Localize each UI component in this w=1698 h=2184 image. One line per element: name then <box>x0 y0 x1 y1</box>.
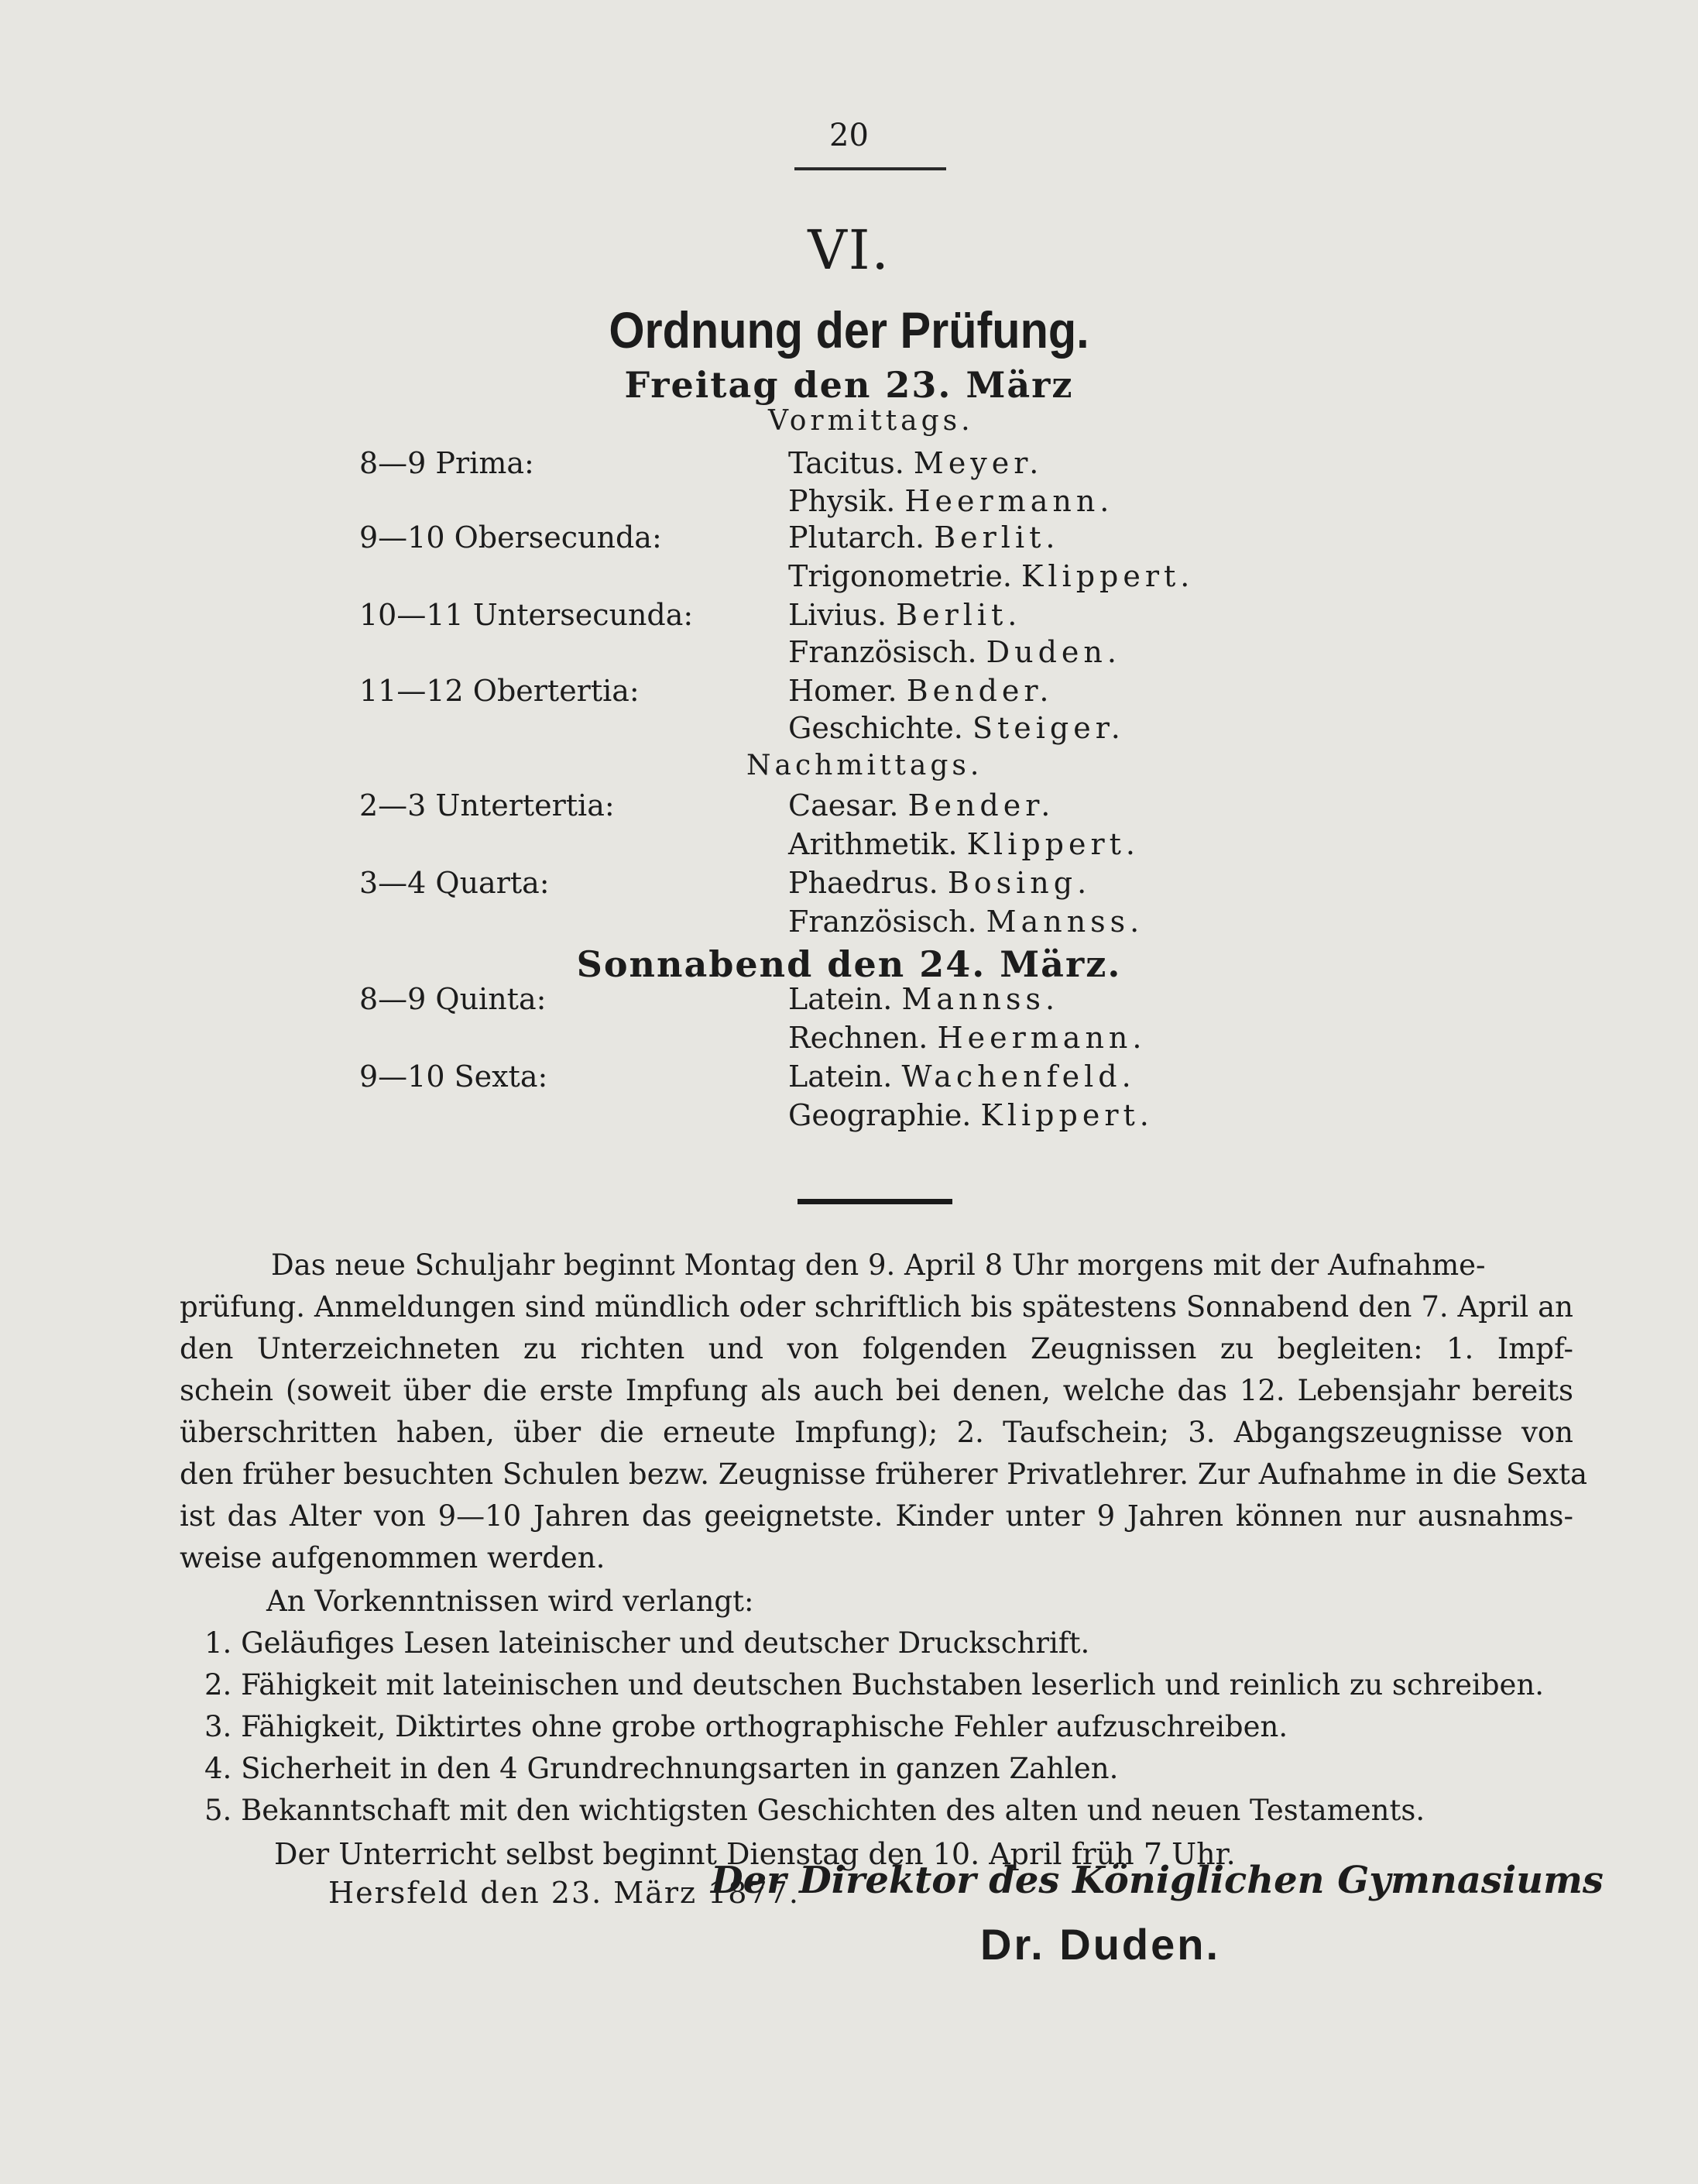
requirements-intro: An Vorkenntnissen wird verlangt: <box>266 1585 754 1618</box>
afternoon-label: Nachmittags. <box>746 750 983 781</box>
signature-title: Der Direktor des Königlichen Gymnasiums <box>711 1859 1604 1902</box>
section-divider <box>798 1199 952 1204</box>
list-item: 5. Bekanntschaft mit den wichtigsten Geschichten des alten und neuen Testaments. <box>204 1794 1425 1827</box>
schedule-entry: Geschichte. Steiger. <box>788 711 1125 745</box>
schedule-entry: Physik. Heermann. <box>788 484 1114 518</box>
schedule-entry: Rechnen. Heermann. <box>788 1021 1147 1055</box>
schedule-entry: Livius. Berlit. <box>788 598 1022 632</box>
list-item: 1. Geläufiges Lesen lateinischer und deutscher Druckschrift. <box>204 1626 1090 1660</box>
paragraph-line: schein (soweit über die erste Impfung als auch bei denen, welche das 12. Lebensjahr bereits <box>180 1374 1573 1407</box>
schedule-class: 8—9 Quinta: <box>359 982 547 1016</box>
schedule-entry: Tacitus. Meyer. <box>788 446 1044 480</box>
signature-name: Dr. Duden. <box>980 1920 1221 1969</box>
schedule-class: 11—12 Obertertia: <box>359 674 640 708</box>
schedule-entry: Phaedrus. Bosing. <box>788 866 1092 900</box>
schedule-class: 2—3 Untertertia: <box>359 788 615 822</box>
day2-heading: Sonnabend den 24. März. <box>576 943 1122 985</box>
schedule-entry: Caesar. Bender. <box>788 788 1055 822</box>
schedule-entry: Französisch. Mannss. <box>788 905 1144 939</box>
lesson-start-note: Der Unterricht selbst beginnt Dienstag den 10. April früh 7 Uhr. <box>274 1837 1236 1871</box>
place-date: Hersfeld den 23. März 1877. <box>328 1876 800 1910</box>
list-item: 4. Sicherheit in den 4 Grundrechnungsarten in ganzen Zahlen. <box>204 1752 1119 1785</box>
schedule-class: 10—11 Untersecunda: <box>359 598 694 632</box>
schedule-entry: Latein. Wachenfeld. <box>788 1059 1136 1094</box>
list-item: 3. Fähigkeit, Diktirtes ohne grobe orthographische Fehler aufzuschreiben. <box>204 1710 1288 1743</box>
schedule-class: 3—4 Quarta: <box>359 866 550 900</box>
schedule-class: 9—10 Sexta: <box>359 1059 548 1094</box>
schedule-entry: Französisch. Duden. <box>788 635 1121 669</box>
schedule-class: 8—9 Prima: <box>359 446 534 480</box>
paragraph-line: weise aufgenommen werden. <box>180 1541 605 1574</box>
paragraph-line: den früher besuchten Schulen bezw. Zeugnisse früherer Privatlehrer. Zur Aufnahme in die Sexta <box>180 1458 1588 1491</box>
section-numeral: VI. <box>808 218 890 282</box>
list-item: 2. Fähigkeit mit lateinischen und deutschen Buchstaben leserlich und reinlich zu schreiben. <box>204 1668 1545 1702</box>
schedule-class: 9—10 Obersecunda: <box>359 520 662 555</box>
day1-heading: Freitag den 23. März <box>624 364 1074 406</box>
paragraph-line: prüfung. Anmeldungen sind mündlich oder schriftlich bis spätestens Sonnabend den 7. April an <box>180 1290 1573 1324</box>
schedule-entry: Trigonometrie. Klippert. <box>788 559 1195 593</box>
schedule-entry: Arithmetik. Klippert. <box>788 827 1141 861</box>
morning-label: Vormittags. <box>768 405 974 437</box>
top-rule <box>794 167 946 170</box>
paragraph-line: den Unterzeichneten zu richten und von folgenden Zeugnissen zu begleiten: 1. Impf- <box>180 1332 1573 1365</box>
paragraph-line: überschritten haben, über die erneute Impfung); 2. Taufschein; 3. Abgangszeugnisse von <box>180 1416 1573 1449</box>
schedule-entry: Plutarch. Berlit. <box>788 520 1060 555</box>
paragraph-line: ist das Alter von 9—10 Jahren das geeignetste. Kinder unter 9 Jahren können nur ausnahms- <box>180 1499 1573 1533</box>
paragraph-line: Das neue Schuljahr beginnt Montag den 9. April 8 Uhr morgens mit der Aufnahme- <box>271 1248 1486 1282</box>
schedule-entry: Geographie. Klippert. <box>788 1098 1154 1132</box>
schedule-entry: Latein. Mannss. <box>788 982 1060 1016</box>
page-number: 20 <box>829 118 869 153</box>
schedule-entry: Homer. Bender. <box>788 674 1054 708</box>
page-title: Ordnung der Prüfung. <box>609 301 1089 359</box>
